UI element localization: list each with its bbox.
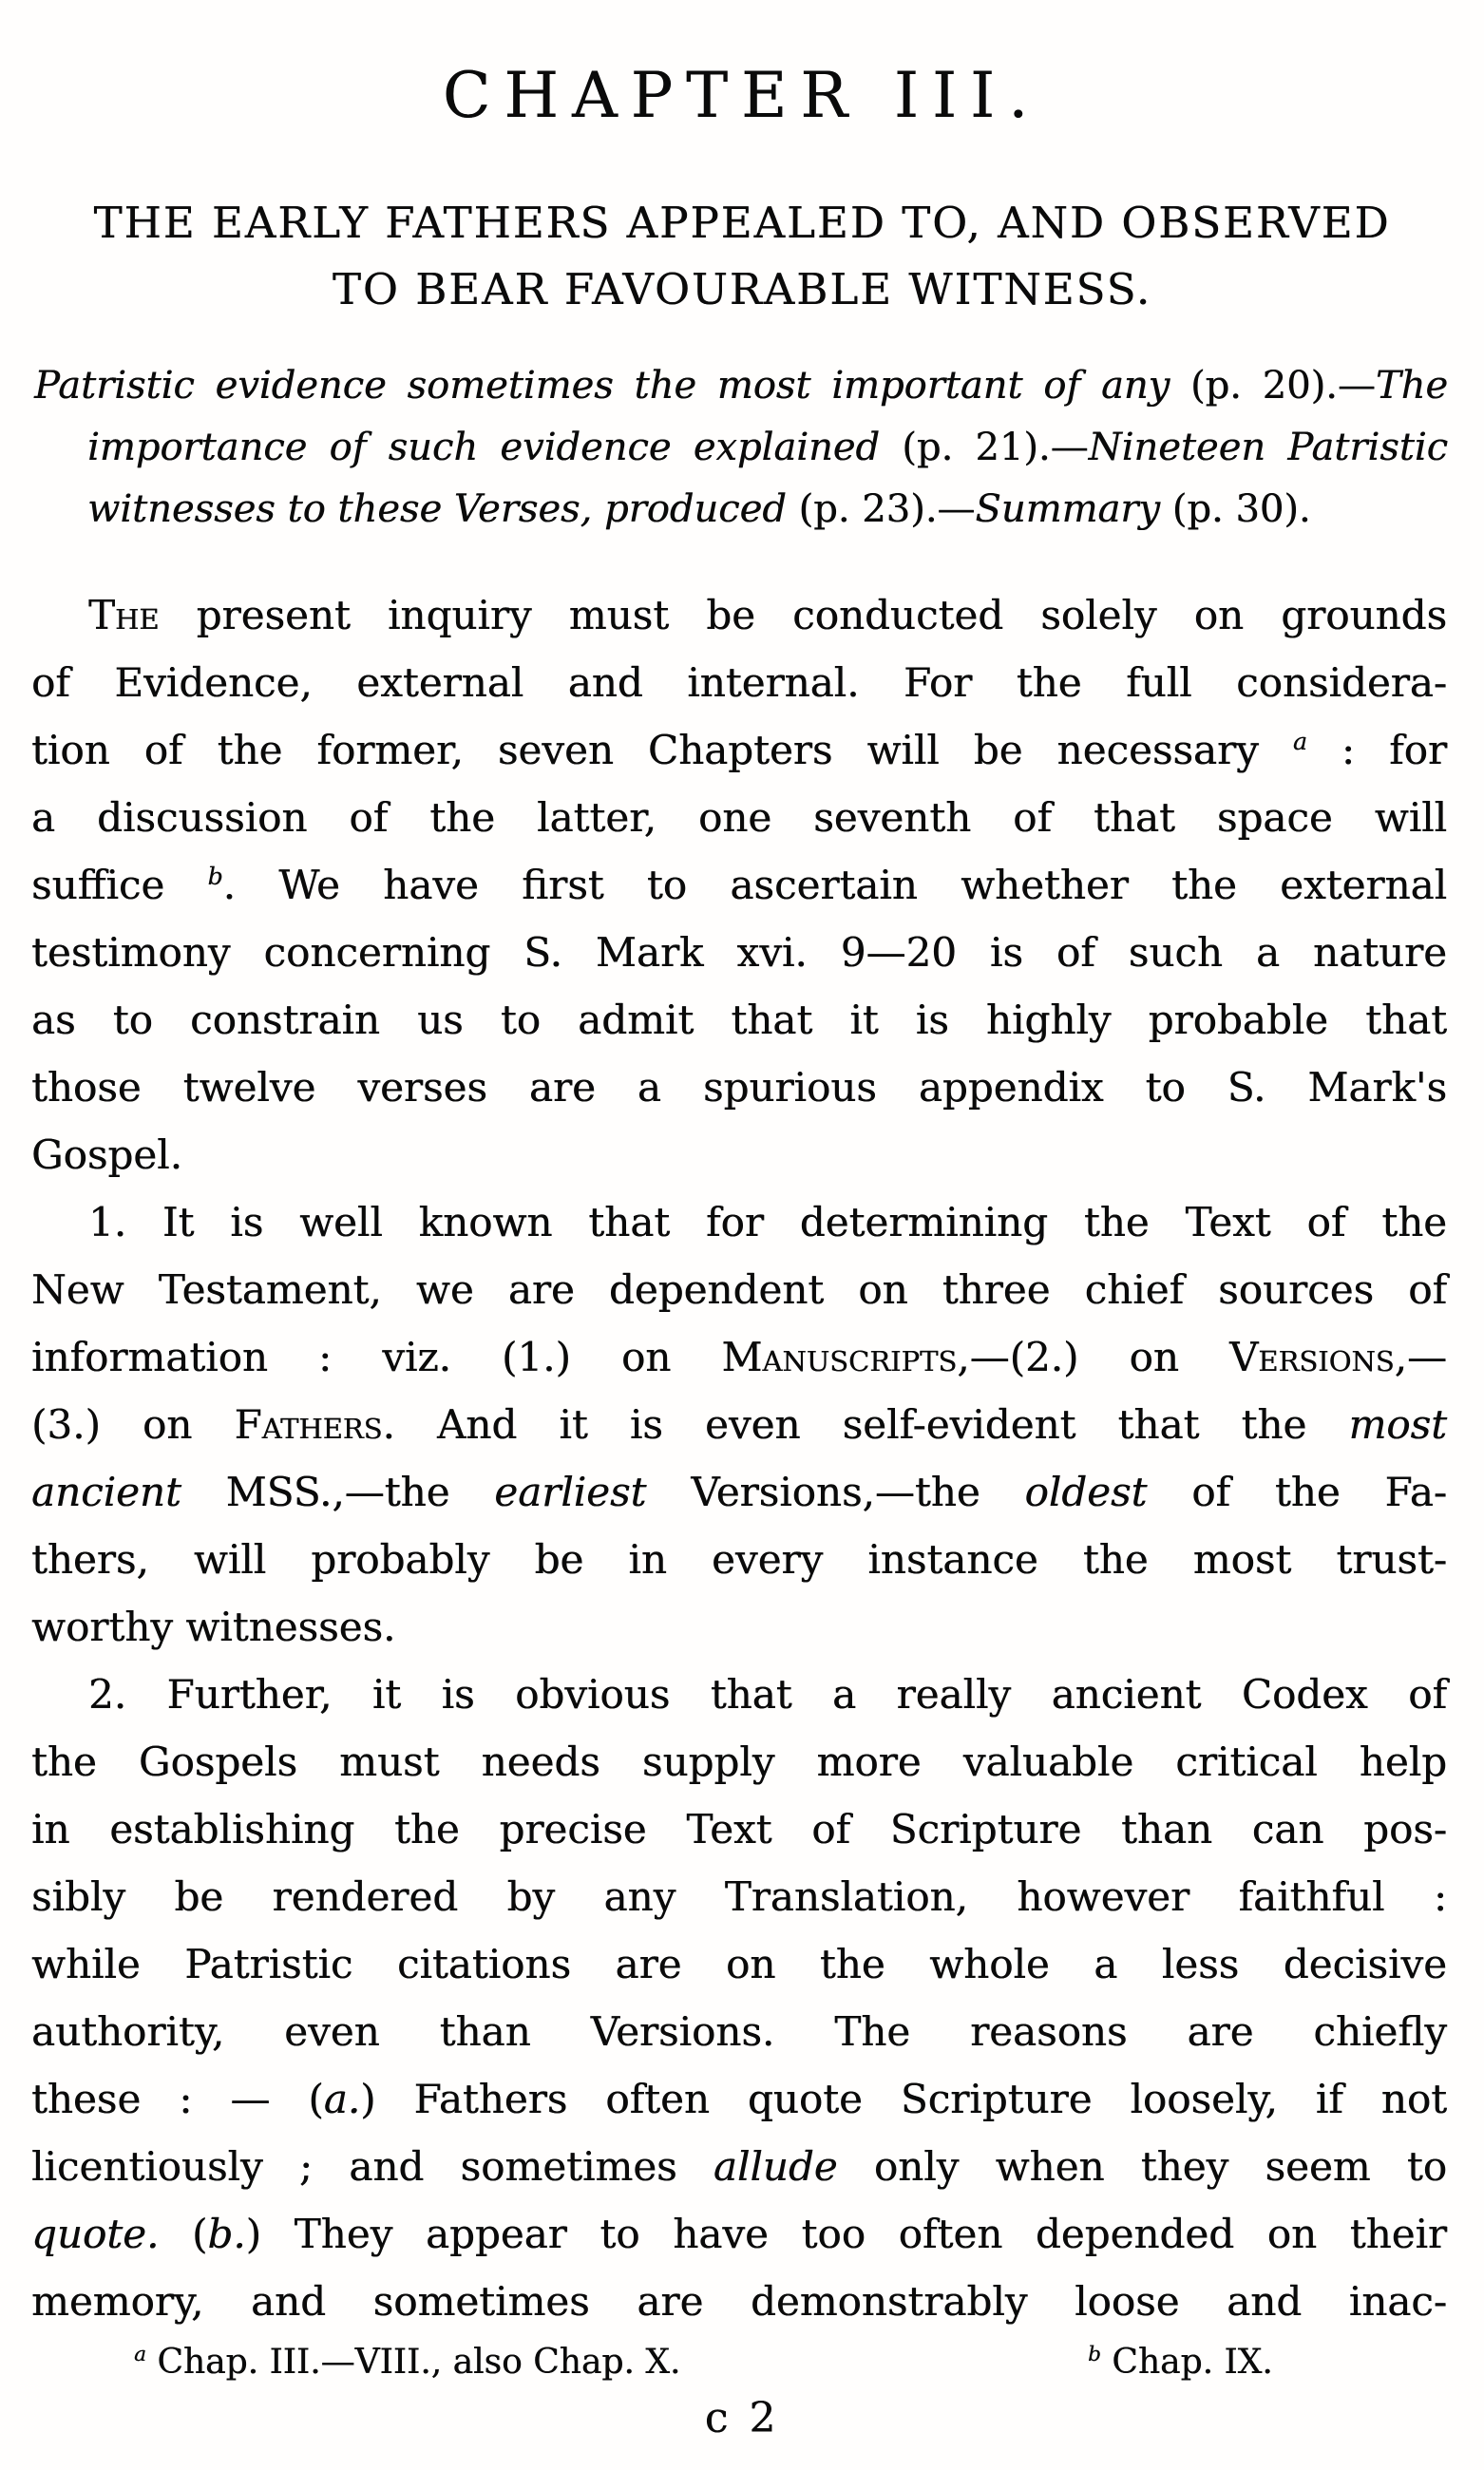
text-segment: as to constrain us to admit that it is highly probable that	[31, 997, 1447, 1043]
text-segment: Nineteen Patristic	[1088, 426, 1448, 469]
text-segment: Versions	[1228, 1334, 1395, 1380]
text-segment: 2. Further, it is obvious that a really ancient Codex of	[88, 1671, 1447, 1718]
text-line	[31, 649, 1447, 716]
text-segment: Patristic evidence sometimes the most important of any	[34, 364, 1170, 408]
text-segment: (p. 21).—	[880, 426, 1089, 469]
text-segment: witnesses to these Verses, produced	[87, 487, 787, 531]
subtitle-line-2: TO BEAR FAVOURABLE WITNESS.	[332, 264, 1152, 314]
text-segment: ) They appear to have too often depended on their	[245, 2211, 1447, 2257]
text-line	[31, 1188, 1447, 1256]
text-segment: worthy witnesses.	[31, 1604, 396, 1650]
text-segment: these : — (	[31, 2076, 324, 2122]
text-segment: b.	[207, 2211, 246, 2257]
text-segment: 1. It is well known that for determining the Text of the	[88, 1199, 1447, 1245]
text-segment: of Evidence, external and internal. For the full considera-	[31, 659, 1447, 706]
text-segment: : for	[1306, 727, 1448, 773]
text-line	[31, 2268, 1447, 2335]
text-line	[31, 1796, 1447, 1863]
text-line	[31, 1054, 1447, 1121]
text-segment: information : viz. (1.) on	[31, 1334, 722, 1380]
text-segment: of the Fa-	[1147, 1469, 1447, 1515]
text-segment: tion of the former, seven Chapters will be necessary	[31, 727, 1293, 773]
text-segment: authority, even than Versions. The reasons are chiefly	[31, 2008, 1447, 2055]
text-line	[31, 1121, 1447, 1188]
text-segment: (	[159, 2211, 208, 2257]
text-segment: earliest	[494, 1469, 647, 1515]
chapter-subtitle	[0, 190, 1484, 323]
paragraph-2	[31, 1188, 1447, 1661]
text-segment: (3.) on	[31, 1401, 235, 1448]
text-line	[31, 2065, 1447, 2133]
text-segment: The	[1375, 364, 1449, 408]
text-segment: Versions,—the	[646, 1469, 1025, 1515]
text-segment: MSS.,—the	[181, 1469, 495, 1515]
text-segment: ancient	[31, 1469, 181, 1515]
footnote-marker: b	[1088, 2343, 1101, 2366]
text-segment: present inquiry must be conducted solely on grounds	[159, 592, 1447, 638]
text-segment: . And it is even self-evident that the	[382, 1401, 1349, 1448]
text-segment: ,—	[1394, 1334, 1447, 1380]
text-segment: suffice	[31, 862, 208, 908]
text-line	[31, 1998, 1447, 2065]
text-segment: ,—(2.) on	[957, 1334, 1229, 1380]
text-line	[34, 417, 1448, 479]
text-line	[31, 1323, 1447, 1391]
text-segment: sibly be rendered by any Translation, however faithful :	[31, 1873, 1447, 1920]
text-line	[31, 851, 1447, 919]
text-segment: New Testament, we are dependent on three chief sources of	[31, 1266, 1447, 1313]
text-segment: thers, will probably be in every instance the most trust-	[31, 1536, 1447, 1583]
text-line	[31, 2200, 1447, 2268]
text-line	[31, 1863, 1447, 1930]
text-segment: Chap. IX.	[1100, 2343, 1273, 2382]
text-segment: . We have first to ascertain whether the external	[222, 862, 1447, 908]
text-segment: a.	[323, 2076, 361, 2122]
text-segment: quote.	[31, 2211, 160, 2257]
text-line	[31, 1526, 1447, 1593]
text-segment: those twelve verses are a spurious appendix to S. Mark's	[31, 1064, 1447, 1111]
text-line	[31, 1661, 1447, 1728]
text-segment: Chap. III.—VIII., also Chap. X.	[145, 2343, 681, 2382]
text-segment: licentiously ; and sometimes	[31, 2143, 713, 2190]
text-segment: (p. 23).—	[786, 487, 976, 531]
text-segment: Summary	[975, 487, 1160, 531]
text-segment: memory, and sometimes are demonstrably loose and inac-	[31, 2278, 1447, 2325]
text-line	[34, 355, 1448, 417]
text-segment: (p. 30).	[1160, 487, 1311, 531]
text-segment: in establishing the precise Text of Scripture than can pos-	[31, 1806, 1447, 1852]
text-segment: the Gospels must needs supply more valuable critical help	[31, 1738, 1447, 1785]
text-segment: a discussion of the latter, one seventh of that space will	[31, 794, 1447, 841]
text-line	[31, 1458, 1447, 1526]
footnote-marker: a	[134, 2343, 146, 2366]
paragraph-3	[31, 1661, 1447, 2335]
text-line	[31, 986, 1447, 1054]
paragraph-1	[31, 581, 1447, 1188]
footnote-a	[134, 2343, 680, 2382]
text-segment: Manuscripts	[721, 1334, 958, 1380]
body-text	[31, 581, 1447, 2335]
text-line	[31, 2133, 1447, 2200]
text-segment: Fathers	[234, 1401, 383, 1448]
text-line	[34, 479, 1448, 541]
text-line	[31, 581, 1447, 649]
footnotes	[31, 2343, 1447, 2400]
text-line	[31, 1593, 1447, 1661]
text-line	[31, 919, 1447, 986]
text-segment: (p. 20).—	[1170, 364, 1376, 408]
text-segment: importance of such evidence explained	[87, 426, 881, 469]
subtitle-line-1: THE EARLY FATHERS APPEALED TO, AND OBSERVED	[93, 198, 1391, 248]
text-segment: oldest	[1024, 1469, 1148, 1515]
text-line	[31, 1391, 1447, 1458]
chapter-title: CHAPTER III.	[442, 59, 1042, 132]
text-segment: only when they seem to	[837, 2143, 1448, 2190]
text-line	[31, 1930, 1447, 1998]
text-segment: most	[1348, 1401, 1447, 1448]
footnote-b	[1088, 2343, 1273, 2382]
text-line	[31, 784, 1447, 851]
footnote-marker: a	[1292, 728, 1307, 755]
chapter-synopsis	[34, 355, 1448, 541]
signature-mark: c 2	[704, 2394, 780, 2442]
text-line	[31, 716, 1447, 784]
text-segment: Gospel.	[31, 1131, 182, 1178]
text-segment: while Patristic citations are on the whole a less decisive	[31, 1941, 1447, 1987]
text-segment: ) Fathers often quote Scripture loosely, if not	[360, 2076, 1448, 2122]
text-segment: testimony concerning S. Mark xvi. 9—20 is of such a nature	[31, 929, 1447, 976]
footnote-marker: b	[207, 863, 223, 890]
text-segment: The	[88, 592, 160, 638]
text-line	[31, 1728, 1447, 1796]
text-segment: allude	[713, 2143, 838, 2190]
text-line	[31, 1256, 1447, 1323]
